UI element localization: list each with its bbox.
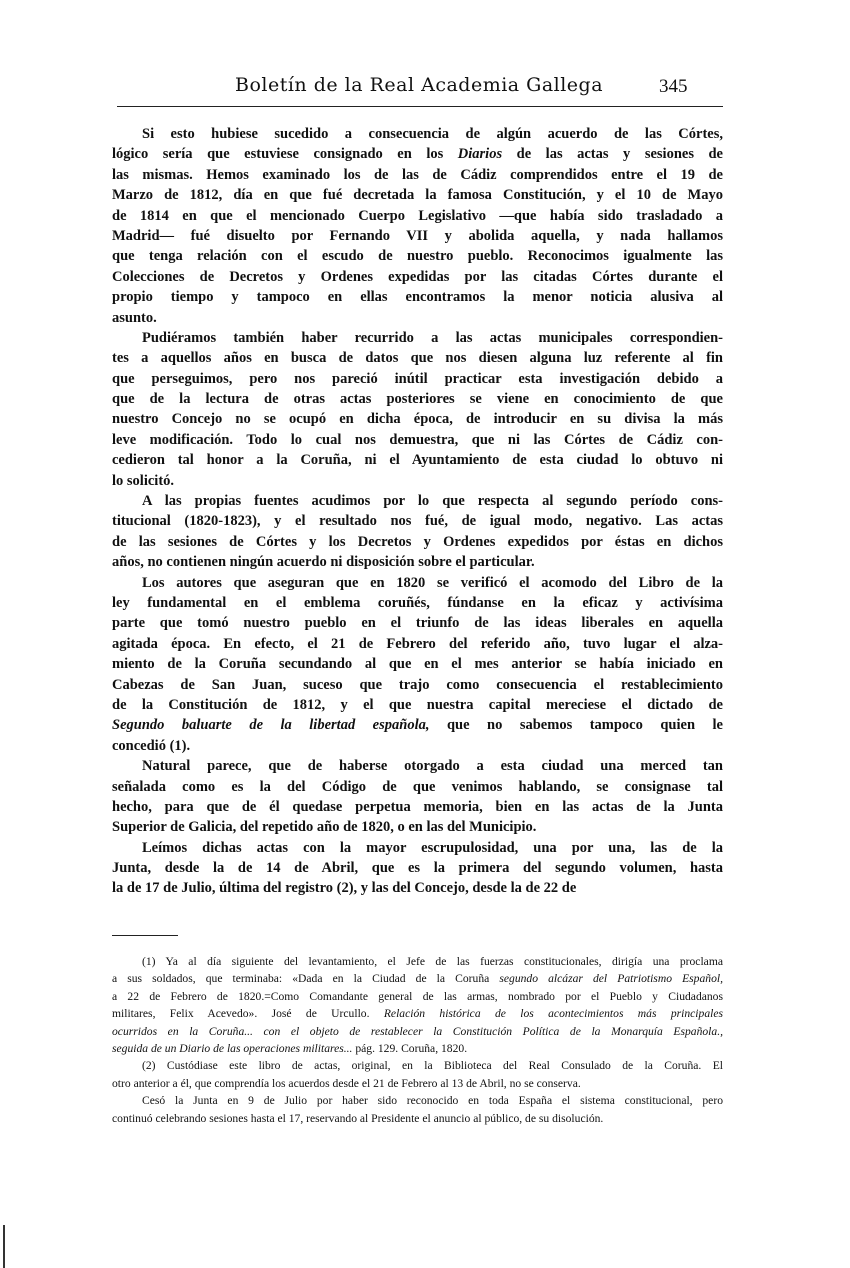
text-line — [112, 511, 723, 531]
page-number: 345 — [659, 76, 688, 97]
paragraph — [112, 756, 723, 838]
text-line — [112, 144, 723, 164]
text-segment: a sus soldados, que terminaba: «Dada en la Ciudad de la Coruña — [112, 972, 500, 986]
text-segment: Cabezas de San Juan, suceso que trajo como consecuencia el restablecimiento — [112, 676, 723, 693]
italic-segment: ocurridos en la Coruña... con el objeto de restablecer la Constitución Política de la Monarquía Española., — [112, 1024, 723, 1038]
text-line — [112, 797, 723, 817]
text-segment: agitada época. En efecto, el 21 de Febrero del referido año, tuvo lugar el alza- — [112, 635, 723, 652]
text-segment: señalada como es la del Código de que venimos hablando, se consignase tal — [112, 778, 723, 795]
text-line — [112, 817, 723, 837]
text-line — [112, 389, 723, 409]
text-line — [112, 1075, 723, 1092]
text-segment: lo solicitó. — [112, 472, 175, 489]
text-segment: Marzo de 1812, día en que fué decretada la famosa Constitución, y el 10 de Mayo — [112, 187, 723, 204]
text-segment: asunto. — [112, 309, 157, 326]
text-segment: Madrid— fué disuelto por Fernando VII y abolida aquella, y nada hallamos — [112, 227, 723, 244]
text-line — [112, 532, 723, 552]
footnote-rule — [112, 935, 178, 936]
text-line — [112, 654, 723, 674]
text-segment: Pudiéramos también haber recurrido a las actas municipales correspondien- — [142, 329, 723, 346]
text-segment: a 22 de Febrero de 1820.=Como Comandante general de las armas, nombrado por el Pueblo y Ciudadanos — [112, 989, 723, 1003]
text-line — [112, 988, 723, 1005]
text-segment: Junta, desde la de 14 de Abril, que es la primera del segundo volumen, hasta — [112, 860, 723, 877]
text-line — [112, 348, 723, 368]
text-segment: cedieron tal honor a la Coruña, ni el Ayuntamiento de esta ciudad lo obtuvo ni — [112, 452, 723, 469]
text-line — [112, 1110, 723, 1127]
text-segment: Superior de Galicia, del repetido año de 1820, o en las del Municipio. — [112, 819, 537, 836]
text-segment: miento de la Coruña secundando al que en el mes anterior se había iniciado en — [112, 656, 723, 673]
text-line — [112, 409, 723, 429]
text-segment: titucional (1820-1823), y el resultado nos fué, de igual modo, negativo. Las actas — [112, 513, 723, 530]
text-line — [112, 858, 723, 878]
text-segment: hecho, para que de él quedase perpetua memoria, bien en las actas de la Junta — [112, 798, 723, 815]
text-segment: Si esto hubiese sucedido a consecuencia de algún acuerdo de las Córtes, — [142, 126, 723, 142]
italic-segment: seguida de un Diario de las operaciones militares... — [112, 1041, 353, 1055]
paragraph — [112, 838, 723, 899]
text-line — [112, 471, 723, 491]
text-segment: Cesó la Junta en 9 de Julio por haber sido reconocido en toda España el sistema constitucional, pero — [142, 1094, 723, 1108]
text-line — [112, 124, 723, 144]
text-line — [112, 1092, 723, 1109]
text-line — [112, 369, 723, 389]
running-header — [117, 74, 722, 104]
text-segment: otro anterior a él, que comprendía los acuerdos desde el 21 de Febrero al 13 de Abril, no se conserva. — [112, 1076, 581, 1090]
text-line — [112, 1057, 723, 1074]
body-text — [112, 124, 723, 899]
journal-title: Boletín de la Real Academia Gallega — [235, 74, 604, 96]
text-line — [112, 573, 723, 593]
text-line — [112, 878, 723, 898]
text-line — [112, 634, 723, 654]
text-line — [112, 206, 723, 226]
text-line — [112, 430, 723, 450]
header-rule — [117, 106, 723, 107]
text-segment: pág. 129. Coruña, 1820. — [352, 1041, 468, 1055]
text-segment: A las propias fuentes acudimos por lo que respecta al segundo período cons- — [142, 493, 723, 510]
text-line — [112, 226, 723, 246]
text-line — [112, 777, 723, 797]
footnote — [112, 1057, 723, 1092]
text-segment: de las sesiones de Córtes y los Decretos y Ordenes expedidos por éstas en dichos — [112, 533, 723, 550]
text-segment: militares, Felix Acevedo». José de Urcullo. — [112, 1007, 384, 1021]
text-segment: Leímos dichas actas con la mayor escrupulosidad, una por una, las de la — [142, 839, 723, 856]
text-segment: Los autores que aseguran que en 1820 se verificó el acomodo del Libro de la — [142, 574, 723, 591]
text-segment: Natural parece, que de haberse otorgado a esta ciudad una merced tan — [142, 758, 723, 775]
text-line — [112, 287, 723, 307]
text-segment: que perseguimos, pero nos pareció inútil practicar esta investigación debido a — [112, 370, 723, 387]
footnote — [112, 1092, 723, 1127]
text-line — [112, 267, 723, 287]
text-line — [112, 491, 723, 511]
text-line — [112, 246, 723, 266]
text-line — [112, 328, 723, 348]
footnotes — [112, 953, 723, 1127]
text-line — [112, 552, 723, 572]
text-segment: propio tiempo y tampoco en ellas encontramos la menor noticia alusiva al — [112, 289, 723, 306]
text-segment: tes a aquellos años en busca de datos que nos diesen alguna luz referente al fin — [112, 350, 723, 367]
text-segment: leve modificación. Todo lo cual nos demuestra, que ni las Córtes de Cádiz con- — [112, 431, 723, 448]
paragraph — [112, 124, 723, 328]
text-segment: de la Constitución de 1812, y el que nuestra capital mereciese el dictado de — [112, 696, 723, 713]
text-segment: que no sabemos tampoco quien le — [429, 717, 723, 734]
text-line — [112, 695, 723, 715]
paragraph — [112, 328, 723, 491]
text-segment: concedió (1). — [112, 737, 191, 754]
text-segment: de las actas y sesiones de — [502, 146, 723, 163]
text-line — [112, 736, 723, 756]
text-segment: que tenga relación con el escudo de nuestro pueblo. Reconocimos igualmente las — [112, 248, 723, 265]
text-line — [112, 308, 723, 328]
text-line — [112, 1023, 723, 1040]
text-line — [112, 450, 723, 470]
text-line — [112, 715, 723, 735]
scan-edge-mark — [3, 1225, 5, 1268]
text-segment: nuestro Concejo no se ocupó en dicha época, de introducir en su divisa la más — [112, 411, 723, 428]
text-line — [112, 675, 723, 695]
paragraph — [112, 573, 723, 757]
text-line — [112, 953, 723, 970]
italic-segment: Diarios — [457, 146, 503, 163]
paragraph — [112, 491, 723, 573]
text-line — [112, 613, 723, 633]
text-segment: de 1814 en que el mencionado Cuerpo Legislativo —que había sido trasladado a — [112, 207, 723, 224]
text-line — [112, 593, 723, 613]
text-segment: que de la lectura de otras actas posteriores se viene en conocimiento de que — [112, 391, 723, 408]
text-line — [112, 838, 723, 858]
text-segment: Colecciones de Decretos y Ordenes expedidas por las citadas Córtes durante el — [112, 268, 723, 285]
text-line — [112, 756, 723, 776]
text-line — [112, 1040, 723, 1057]
italic-segment: Relación histórica de los acontecimientos más principales — [383, 1007, 723, 1021]
italic-segment: Segundo baluarte de la libertad española, — [112, 717, 430, 734]
footnote — [112, 953, 723, 1057]
text-line — [112, 1005, 723, 1022]
text-line — [112, 165, 723, 185]
text-segment: lógico sería que estuviese consignado en los — [112, 146, 458, 163]
text-segment: ley fundamental en el emblema coruñés, fúndanse en la eficaz y activísima — [112, 594, 723, 611]
text-segment: parte que tomó nuestro pueblo en el triunfo de las ideas liberales en aquella — [112, 615, 723, 632]
italic-segment: segundo alcázar del Patriotismo Español, — [499, 972, 723, 986]
text-segment: las mismas. Hemos examinado los de las de Cádiz comprendidos entre el 19 de — [112, 166, 723, 183]
text-line — [112, 970, 723, 987]
text-segment: continuó celebrando sesiones hasta el 17, reservando al Presidente el anuncio al público, de su disolución. — [112, 1111, 604, 1125]
text-segment: años, no contienen ningún acuerdo ni disposición sobre el particular. — [112, 554, 535, 571]
text-segment: (2) Custódiase este libro de actas, original, en la Biblioteca del Real Consulado de la Coruña. El — [142, 1059, 723, 1073]
text-segment: la de 17 de Julio, última del registro (2), y las del Concejo, desde la de 22 de — [112, 880, 577, 897]
text-line — [112, 185, 723, 205]
text-segment: (1) Ya al día siguiente del levantamiento, el Jefe de las fuerzas constitucionales, dirigía una proclama — [142, 955, 723, 968]
